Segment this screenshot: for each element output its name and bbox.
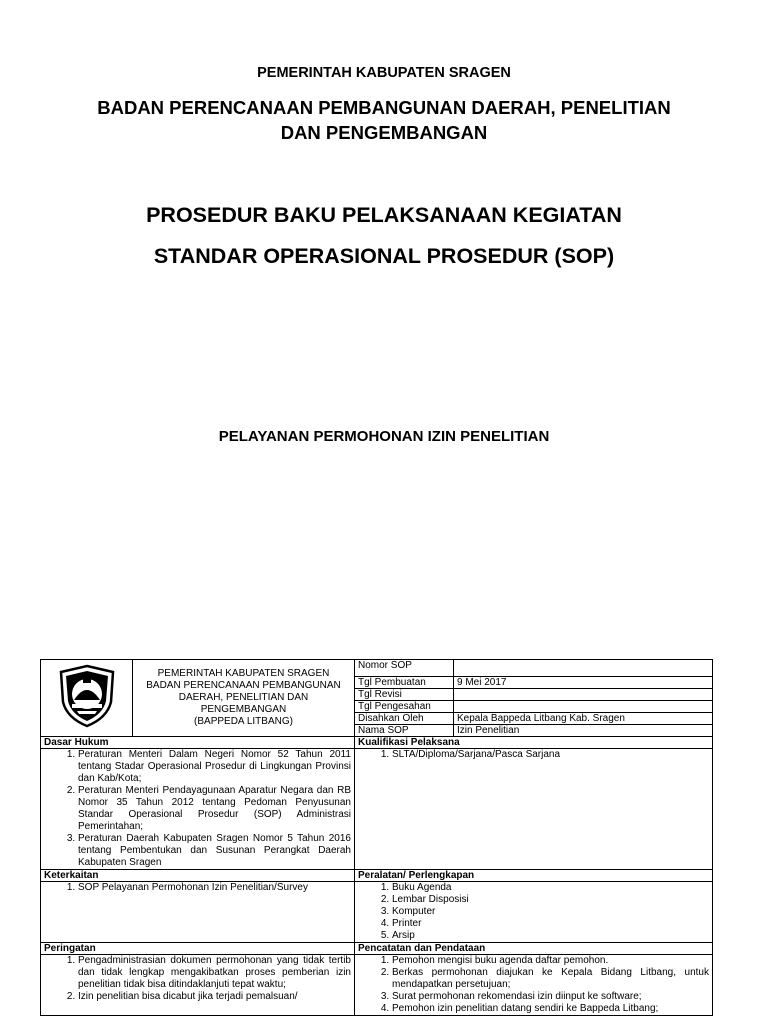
- keterkaitan-list: [44, 882, 351, 894]
- list-item: 1. Pemohon mengisi buku agenda daftar pemohon.: [392, 955, 709, 967]
- cover-government: PEMERINTAH KABUPATEN SRAGEN: [257, 65, 511, 81]
- org-line: PENGEMBANGAN: [200, 704, 287, 715]
- org-name-cell: [133, 660, 355, 737]
- list-item: 3. Surat permohonan rekomendasi izin diinput ke software;: [392, 991, 709, 1003]
- meta-value-tgl-pengesahan: [454, 701, 713, 713]
- list-item: 5. Arsip: [392, 930, 709, 942]
- list-item: 2. Peraturan Menteri Pendayagunaan Aparatur Negara dan RB Nomor 35 Tahun 2012 tentang Pedoman Penyusunan Standar Operasional Prosedur (SOP) Administrasi Pemerintahan;: [78, 785, 351, 833]
- cover-agency-line1: BADAN PERENCANAAN PEMBANGUNAN DAERAH, PENELITIAN: [97, 97, 671, 118]
- pencatatan-list-cell: [355, 955, 713, 1016]
- cover-agency: [0, 95, 768, 145]
- meta-value-nama-sop: Izin Penelitian: [454, 725, 713, 737]
- list-item: 2. Lembar Disposisi: [392, 894, 709, 906]
- cover-agency-line2: DAN PENGEMBANGAN: [280, 122, 488, 143]
- list-item: 2. Berkas permohonan diajukan ke Kepala Bidang Litbang, untuk mendapatkan persetujuan;: [392, 967, 709, 991]
- list-item: 1. Pengadministrasian dokumen permohonan yang tidak tertib dan tidak lengkap mengakibatkan proses pemberian izin penelitian tidak bisa ditindaklanjuti tepat waktu;: [78, 955, 351, 991]
- meta-label-nama-sop: Nama SOP: [355, 725, 454, 737]
- kualifikasi-list: [358, 749, 709, 761]
- peralatan-list-cell: [355, 882, 713, 943]
- document-title: PROSEDUR BAKU PELAKSANAAN KEGIATAN: [146, 203, 622, 227]
- section-title-kualifikasi: Kualifikasi Pelaksana: [355, 737, 713, 749]
- section-title-keterkaitan: Keterkaitan: [41, 870, 355, 882]
- sop-table: [40, 659, 713, 1016]
- regency-emblem-icon: [57, 664, 117, 728]
- meta-value-tgl-pembuatan: 9 Mei 2017: [454, 677, 713, 689]
- list-item: 3. Peraturan Daerah Kabupaten Sragen Nomor 5 Tahun 2016 tentang Pembentukan dan Susunan Perangkat Daerah Kabupaten Sragen: [78, 833, 351, 869]
- list-item: 1. SLTA/Diploma/Sarjana/Pasca Sarjana: [392, 749, 709, 761]
- list-item: 3. Komputer: [392, 906, 709, 918]
- meta-value-disahkan-oleh: Kepala Bappeda Litbang Kab. Sragen: [454, 713, 713, 725]
- keterkaitan-list-cell: [41, 882, 355, 943]
- dasar-hukum-list: [44, 749, 351, 869]
- kualifikasi-list-cell: [355, 749, 713, 870]
- list-item: 1. SOP Pelayanan Permohonan Izin Penelitian/Survey: [78, 882, 351, 894]
- peralatan-list: [358, 882, 709, 942]
- org-line: (BAPPEDA LITBANG): [194, 716, 293, 727]
- logo-cell: [41, 660, 133, 737]
- meta-value-tgl-revisi: [454, 689, 713, 701]
- section-title-peringatan: Peringatan: [41, 943, 355, 955]
- document-subtitle-sop: STANDAR OPERASIONAL PROSEDUR (SOP): [153, 244, 615, 268]
- meta-label-tgl-pembuatan: Tgl Pembuatan: [355, 677, 454, 689]
- org-line: DAERAH, PENELITIAN DAN: [178, 692, 309, 703]
- pencatatan-list: [358, 955, 709, 1015]
- list-item: 1. Buku Agenda: [392, 882, 709, 894]
- meta-label-tgl-pengesahan: Tgl Pengesahan: [355, 701, 454, 713]
- section-title-dasar-hukum: Dasar Hukum: [41, 737, 355, 749]
- sop-name-heading: PELAYANAN PERMOHONAN IZIN PENELITIAN: [218, 428, 550, 445]
- peringatan-list: [44, 955, 351, 1003]
- list-item: 4. Pemohon izin penelitian datang sendiri ke Bappeda Litbang;: [392, 1003, 709, 1015]
- meta-value-nomor-sop: [454, 660, 713, 677]
- org-line: BADAN PERENCANAAN PEMBANGUNAN: [146, 680, 341, 691]
- section-title-peralatan: Peralatan/ Perlengkapan: [355, 870, 713, 882]
- peringatan-list-cell: [41, 955, 355, 1016]
- list-item: 1. Peraturan Menteri Dalam Negeri Nomor 52 Tahun 2011 tentang Stadar Operasional Prosedur di Lingkungan Provinsi dan Kab/Kota;: [78, 749, 351, 785]
- section-title-pencatatan: Pencatatan dan Pendataan: [355, 943, 713, 955]
- list-item: 2. Izin penelitian bisa dicabut jika terjadi pemalsuan/: [78, 991, 351, 1003]
- dasar-hukum-list-cell: [41, 749, 355, 870]
- meta-label-tgl-revisi: Tgl Revisi: [355, 689, 454, 701]
- meta-label-nomor-sop: Nomor SOP: [355, 660, 454, 677]
- meta-label-disahkan-oleh: Disahkan Oleh: [355, 713, 454, 725]
- org-line: PEMERINTAH KABUPATEN SRAGEN: [157, 668, 330, 679]
- list-item: 4. Printer: [392, 918, 709, 930]
